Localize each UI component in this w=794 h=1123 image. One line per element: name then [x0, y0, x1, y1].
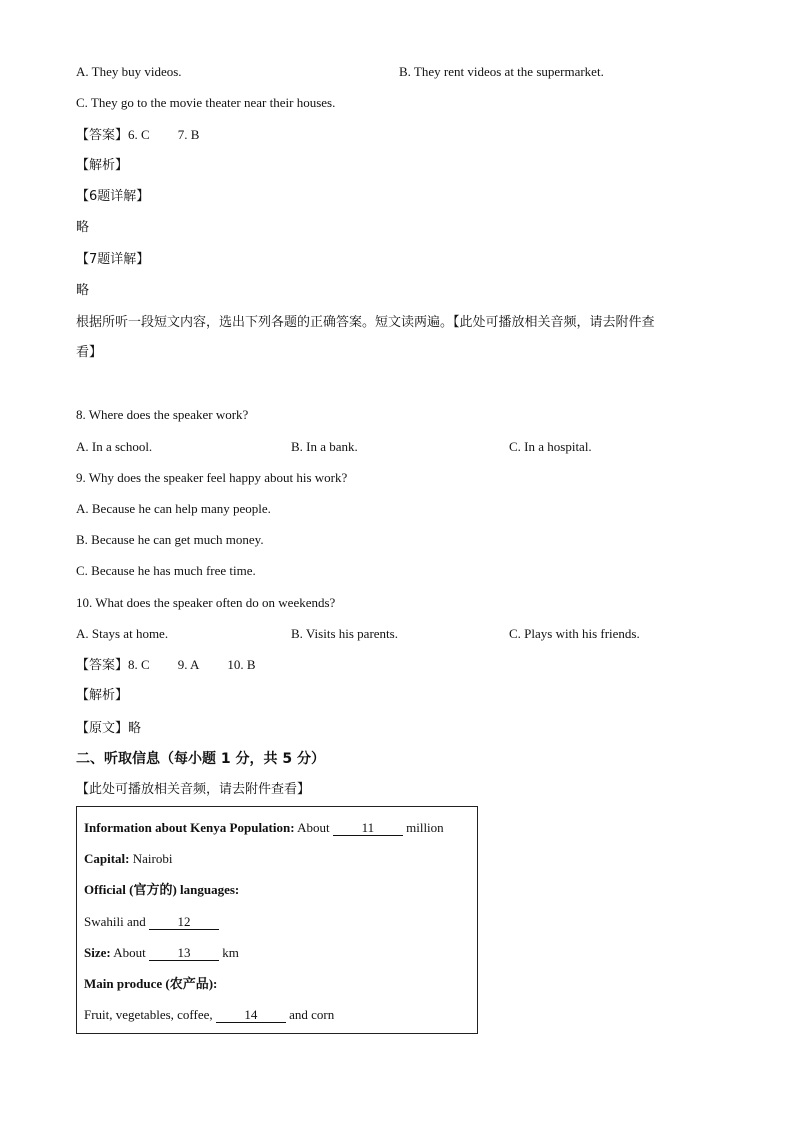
instruction-line-2: 看】 [76, 345, 103, 360]
detail-7-label: 【7题详解】 [76, 252, 150, 267]
population-line [84, 819, 444, 837]
q10-option-b: B. Visits his parents. [291, 626, 398, 641]
capital-label: Capital: [84, 851, 130, 866]
answer-label: 【答案】 [76, 658, 129, 673]
size-prefix: About [110, 945, 150, 960]
original-label: 【原文】 [76, 721, 129, 736]
q8-option-c: C. In a hospital. [509, 439, 592, 454]
instruction-line-1: 根据所听一段短文内容，选出下列各题的正确答案。短文读两遍。【此处可播放相关音频，请去附件查 [76, 315, 655, 330]
analysis-label-2: 【解析】 [76, 688, 129, 703]
q10-option-c: C. Plays with his friends. [509, 626, 640, 641]
languages-label: Official (官方的) languages: [84, 882, 240, 897]
analysis-label-1: 【解析】 [76, 158, 129, 173]
size-suffix: km [219, 945, 239, 960]
detail-6-label: 【6题详解】 [76, 189, 150, 204]
blank-13: 13 [149, 946, 219, 961]
population-suffix: million [402, 820, 444, 835]
q10-option-a: A. Stays at home. [76, 626, 169, 641]
detail-7-text: 略 [76, 283, 90, 298]
q8-stem: 8. Where does the speaker work? [76, 407, 249, 422]
answer-9: 9. A [177, 657, 200, 672]
capital-value: Nairobi [129, 851, 173, 866]
q10-stem: 10. What does the speaker often do on weekends? [76, 595, 336, 610]
population-prefix: About [294, 820, 333, 835]
section-2-heading: 二、听取信息（每小题 1 分，共 5 分） [76, 751, 325, 767]
blank-14: 14 [216, 1008, 286, 1023]
q9-option-b: B. Because he can get much money. [76, 532, 264, 547]
languages-prefix: Swahili and [84, 914, 149, 929]
original-text: 略 [128, 721, 142, 736]
original-line [76, 719, 141, 738]
answer-line-2 [76, 656, 256, 675]
produce-prefix: Fruit, vegetables, coffee, [84, 1007, 216, 1022]
produce-label: Main produce (农产品): [84, 976, 218, 991]
produce-suffix: and corn [285, 1007, 335, 1022]
blank-12: 12 [149, 915, 219, 930]
q9-stem: 9. Why does the speaker feel happy about his work? [76, 470, 348, 485]
kenya-info-box [76, 806, 478, 1034]
capital-line [84, 850, 172, 868]
answer-line-1 [76, 126, 199, 145]
languages-line [84, 913, 219, 931]
answer-6: 6. C [128, 127, 150, 142]
answer-8: 8. C [128, 657, 150, 672]
section-2-audio-note: 【此处可播放相关音频，请去附件查看】 [76, 782, 311, 797]
population-label: Information about Kenya Population: [84, 820, 295, 835]
size-label: Size: [84, 945, 111, 960]
q9-option-a: A. Because he can help many people. [76, 501, 271, 516]
detail-6-text: 略 [76, 220, 90, 235]
q9-option-c: C. Because he has much free time. [76, 563, 256, 578]
answer-label: 【答案】 [76, 128, 129, 143]
q8-option-a: A. In a school. [76, 439, 153, 454]
blank-11: 11 [333, 821, 403, 836]
q7-option-a: A. They buy videos. [76, 64, 182, 79]
answer-7: 7. B [177, 127, 200, 142]
q7-option-c: C. They go to the movie theater near their houses. [76, 95, 336, 110]
produce-line [84, 1006, 334, 1024]
answer-10: 10. B [227, 657, 256, 672]
q7-option-b: B. They rent videos at the supermarket. [399, 64, 604, 79]
size-line [84, 944, 239, 962]
q8-option-b: B. In a bank. [291, 439, 358, 454]
